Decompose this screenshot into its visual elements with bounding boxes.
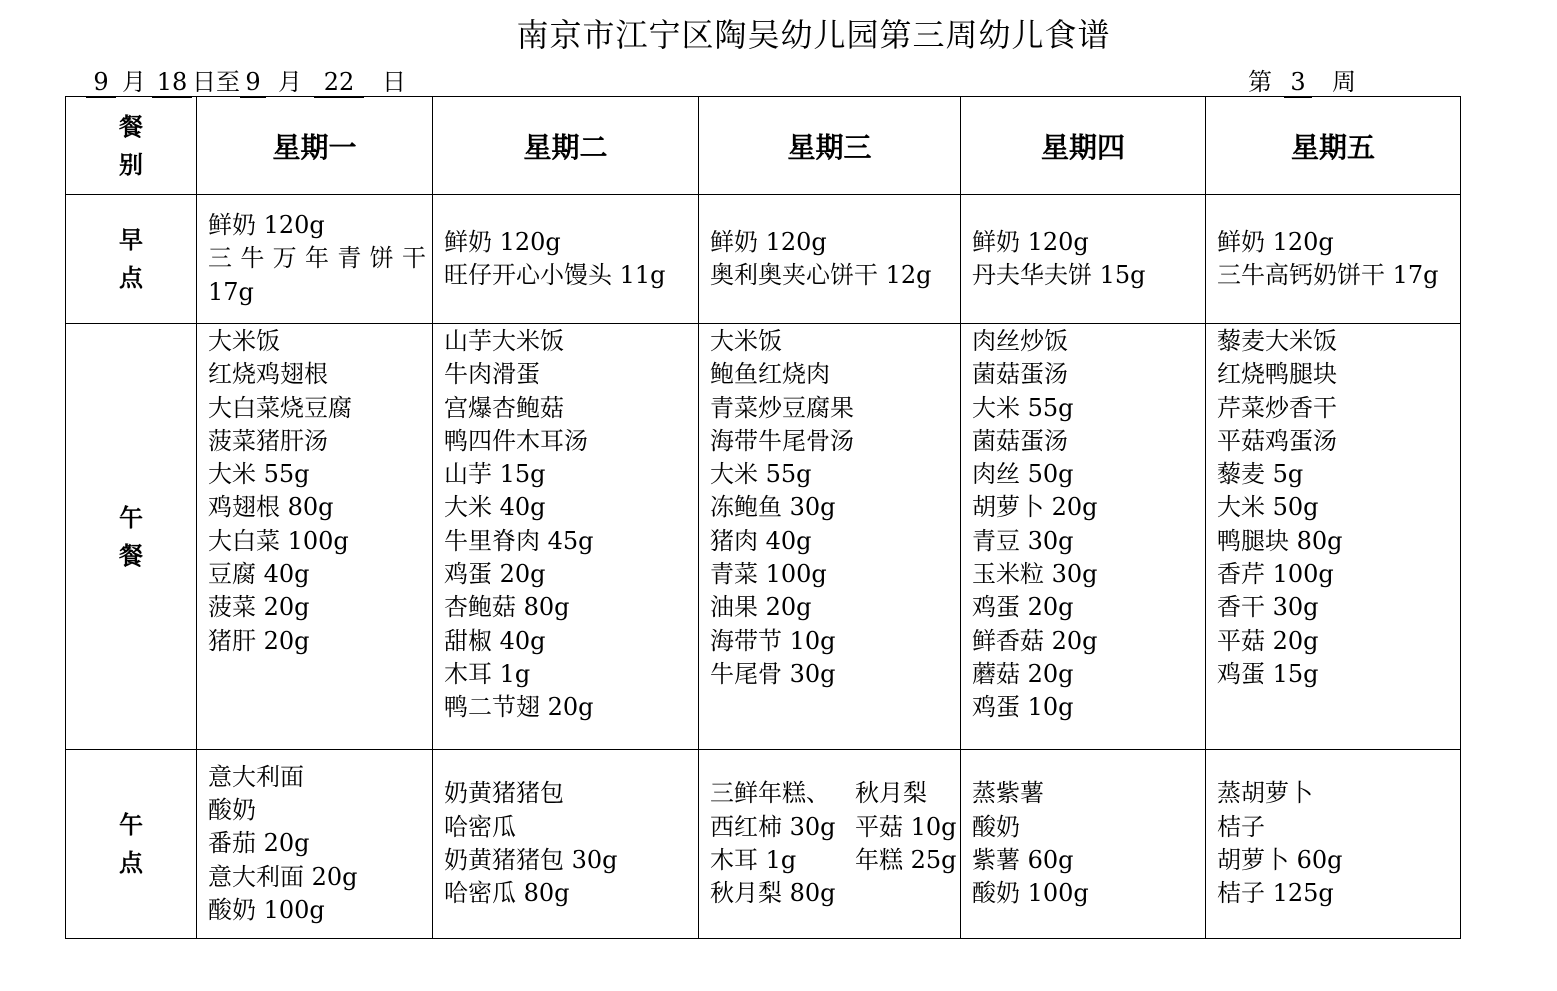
menu-item: 鲜奶 120g — [710, 227, 827, 256]
menu-item: 蒸紫薯 — [972, 779, 1044, 808]
menu-item: 鸡蛋 20g — [972, 593, 1074, 622]
start-day: 18 — [152, 68, 192, 98]
menu-item: 秋月梨 80g — [710, 879, 836, 908]
menu-item: 三鲜年糕、 — [710, 779, 830, 808]
menu-item: 酸奶 100g — [208, 895, 325, 924]
menu-item: 肉丝炒饭 — [972, 327, 1068, 355]
meal-label-snack — [66, 750, 197, 939]
menu-item: 番茄 20g — [208, 829, 310, 858]
menu-item: 三牛高钙奶饼干 17g — [1217, 261, 1439, 289]
menu-item: 牛里脊肉 45g — [444, 526, 594, 555]
menu-item: 胡萝卜 20g — [972, 493, 1098, 522]
lunch-friday — [1206, 324, 1461, 750]
menu-item: 年糕 25g — [855, 846, 957, 874]
menu-item: 丹夫华夫饼 15g — [972, 261, 1146, 289]
day-header-wednesday: 星期三 — [699, 97, 961, 195]
meal-label-char: 点 — [119, 848, 143, 877]
date-range — [86, 62, 406, 98]
menu-item: 菠菜 20g — [208, 593, 310, 622]
menu-item: 大白菜 100g — [208, 526, 349, 555]
lunch-wednesday — [699, 324, 961, 750]
menu-item: 木耳 1g — [710, 846, 797, 874]
menu-item: 香芹 100g — [1217, 560, 1334, 589]
meal-type-header — [66, 97, 197, 195]
menu-item: 鸭二节翅 20g — [444, 693, 594, 722]
snack-tuesday — [433, 750, 699, 939]
menu-item: 鲜奶 120g — [1217, 227, 1334, 256]
day-char: 日 — [382, 68, 406, 96]
breakfast-monday — [197, 195, 433, 324]
menu-item: 鲜奶 120g — [208, 211, 325, 240]
menu-item — [855, 877, 957, 910]
meal-label-char: 午 — [119, 810, 143, 839]
meal-label-lunch — [66, 324, 197, 750]
end-day: 22 — [314, 68, 364, 98]
menu-item: 山芋大米饭 — [444, 327, 564, 355]
menu-item: 豆腐 40g — [208, 560, 310, 589]
snack-friday — [1206, 750, 1461, 939]
menu-item: 西红柿 30g — [710, 812, 836, 841]
menu-item: 青菜炒豆腐果 — [710, 393, 854, 422]
menu-item: 酸奶 100g — [972, 879, 1089, 908]
page-title: 南京市江宁区陶吴幼儿园第三周幼儿食谱 — [516, 16, 1111, 54]
meal-type-header-char: 餐 — [119, 111, 143, 141]
menu-item: 木耳 1g — [444, 659, 531, 688]
menu-item: 哈密瓜 80g — [444, 879, 570, 908]
menu-item: 秋月梨 — [855, 779, 927, 808]
end-month: 9 — [240, 68, 266, 98]
menu-item: 鲜香菇 20g — [972, 626, 1098, 655]
menu-item: 大米饭 — [710, 327, 782, 355]
menu-item: 菠菜猪肝汤 — [208, 426, 328, 455]
menu-item: 青菜 100g — [710, 560, 827, 589]
week-suffix: 周 — [1332, 68, 1356, 96]
menu-item: 冻鲍鱼 30g — [710, 493, 836, 522]
menu-item: 菌菇蛋汤 — [972, 360, 1068, 389]
start-month: 9 — [86, 68, 116, 98]
menu-item: 藜麦大米饭 — [1217, 327, 1337, 355]
menu-item: 三 牛 万 年 青 饼 干 — [208, 244, 426, 273]
menu-item: 奥利奥夹心饼干 12g — [710, 261, 932, 289]
week-number — [1248, 62, 1356, 98]
menu-item: 鸭腿块 80g — [1217, 526, 1343, 555]
menu-item: 鸡蛋 10g — [972, 693, 1074, 722]
menu-item: 平菇鸡蛋汤 — [1217, 426, 1337, 455]
menu-item: 大米 50g — [1217, 493, 1319, 522]
day-to-char: 日至 — [192, 68, 240, 96]
menu-item: 芹菜炒香干 — [1217, 393, 1337, 422]
breakfast-thursday — [961, 195, 1206, 324]
menu-item: 鲜奶 120g — [972, 227, 1089, 256]
month-char-2: 月 — [278, 68, 302, 96]
menu-item: 胡萝卜 60g — [1217, 846, 1343, 874]
meal-label-char: 点 — [119, 263, 143, 292]
snack-thursday — [961, 750, 1206, 939]
menu-item: 牛肉滑蛋 — [444, 360, 540, 389]
menu-item: 菌菇蛋汤 — [972, 426, 1068, 455]
day-header-friday: 星期五 — [1206, 97, 1461, 195]
menu-item: 奶黄猪猪包 30g — [444, 846, 618, 874]
breakfast-friday — [1206, 195, 1461, 324]
week-prefix: 第 — [1248, 68, 1272, 96]
menu-item: 鸡翅根 80g — [208, 493, 334, 522]
menu-item: 大米 55g — [972, 393, 1074, 422]
menu-item: 旺仔开心小馒头 11g — [444, 261, 666, 289]
menu-item: 意大利面 20g — [208, 862, 358, 891]
header-row — [66, 97, 1461, 195]
menu-item: 牛尾骨 30g — [710, 659, 836, 688]
menu-item: 鸡蛋 20g — [444, 560, 546, 589]
menu-item: 蘑菇 20g — [972, 659, 1074, 688]
menu-item: 山芋 15g — [444, 460, 546, 489]
menu-item: 大白菜烧豆腐 — [208, 393, 352, 422]
day-header-tuesday: 星期二 — [433, 97, 699, 195]
menu-item: 蒸胡萝卜 — [1217, 779, 1313, 808]
menu-item: 青豆 30g — [972, 526, 1074, 555]
breakfast-row — [66, 195, 1461, 324]
menu-item: 海带节 10g — [710, 626, 836, 655]
snack-wednesday — [699, 750, 961, 939]
menu-item: 17g — [208, 277, 254, 306]
week-value: 3 — [1284, 68, 1312, 98]
menu-item: 平菇 20g — [1217, 626, 1319, 655]
menu-item: 桔子 — [1217, 812, 1265, 841]
menu-item: 猪肉 40g — [710, 526, 812, 555]
menu-item: 玉米粒 30g — [972, 560, 1098, 589]
menu-item: 奶黄猪猪包 — [444, 779, 564, 808]
day-header-monday: 星期一 — [197, 97, 433, 195]
menu-item: 大米 55g — [208, 460, 310, 489]
snack-wednesday-grid — [710, 777, 957, 910]
menu-item: 猪肝 20g — [208, 626, 310, 655]
snack-monday — [197, 750, 433, 939]
menu-item: 意大利面 — [208, 762, 304, 791]
menu-item: 甜椒 40g — [444, 626, 546, 655]
lunch-tuesday — [433, 324, 699, 750]
menu-item: 油果 20g — [710, 593, 812, 622]
menu-item: 海带牛尾骨汤 — [710, 426, 854, 455]
menu-item: 桔子 125g — [1217, 879, 1334, 908]
lunch-monday — [197, 324, 433, 750]
menu-item: 酸奶 — [208, 796, 256, 825]
menu-item: 酸奶 — [972, 812, 1020, 841]
lunch-row — [66, 324, 1461, 750]
breakfast-tuesday — [433, 195, 699, 324]
menu-item: 红烧鸡翅根 — [208, 360, 328, 389]
menu-item: 鲜奶 120g — [444, 227, 561, 256]
meal-label-char: 午 — [119, 502, 143, 532]
breakfast-wednesday — [699, 195, 961, 324]
menu-item: 鸭四件木耳汤 — [444, 426, 588, 455]
menu-item: 鲍鱼红烧肉 — [710, 360, 830, 389]
lunch-thursday — [961, 324, 1206, 750]
menu-item: 杏鲍菇 80g — [444, 593, 570, 622]
menu-item: 哈密瓜 — [444, 812, 516, 841]
menu-item: 红烧鸭腿块 — [1217, 360, 1337, 389]
menu-item: 鸡蛋 15g — [1217, 659, 1319, 688]
menu-item: 藜麦 5g — [1217, 460, 1304, 489]
menu-item: 平菇 10g — [855, 812, 957, 841]
meal-type-header-char: 别 — [119, 149, 143, 179]
menu-item: 宫爆杏鲍菇 — [444, 393, 564, 422]
menu-item: 大米 55g — [710, 460, 812, 489]
menu-item: 香干 30g — [1217, 593, 1319, 622]
meal-label-breakfast — [66, 195, 197, 324]
menu-table — [65, 96, 1461, 939]
month-char-1: 月 — [122, 68, 146, 96]
day-header-thursday: 星期四 — [961, 97, 1206, 195]
snack-row — [66, 750, 1461, 939]
menu-item: 大米 40g — [444, 493, 546, 522]
menu-item: 大米饭 — [208, 327, 280, 355]
menu-item: 肉丝 50g — [972, 460, 1074, 489]
meal-label-char: 早 — [119, 225, 143, 254]
meal-label-char: 餐 — [119, 540, 143, 570]
menu-item: 紫薯 60g — [972, 846, 1074, 874]
